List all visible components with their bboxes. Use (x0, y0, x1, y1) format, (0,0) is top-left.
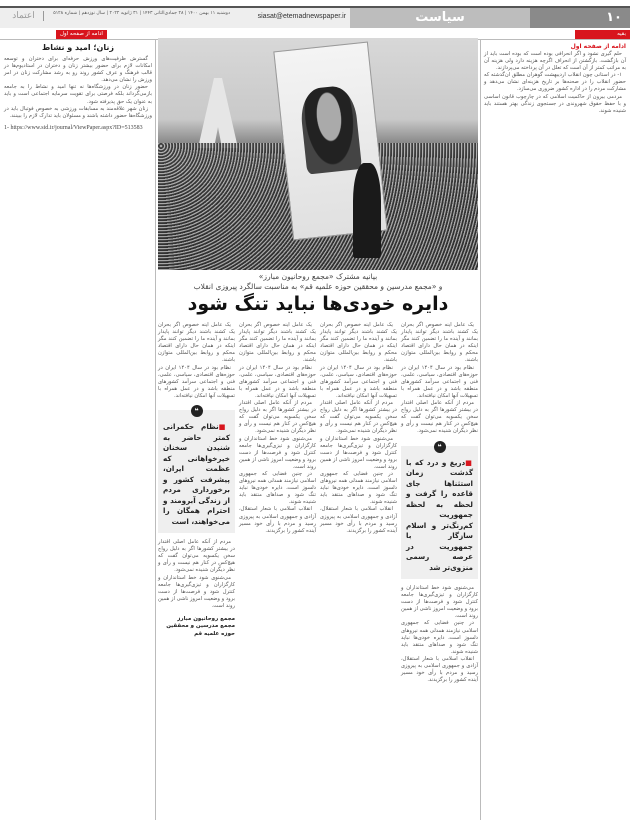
column-text (401, 585, 478, 684)
right-article (484, 42, 626, 115)
article-kicker: بیانیه مشترک «مجمع روحانیون مبارز» (258, 272, 378, 281)
paragraph: مردم از آنکه عامل اصلی اقتدار در بیشتر کشورها اگر به دلیل رواج سخن یکسویه می‌توان گفت که هیچ‌کس در کنار هم نیست و رأی و نظر دیگران شنیده نمی‌شود. (320, 400, 397, 435)
signature: مجمع روحانیون مبارز (177, 615, 235, 622)
paragraph: می‌شنوی شود خط استانداران و کارگزاران و تیزی‌گیری‌ها جامعه کنترل شود و فرصت‌ها از دست برود و وضعیت امروز ناشی از همین روند است. (401, 585, 478, 620)
column-text (239, 322, 316, 535)
paragraph: یک عامل اینه خصوص اگر بحران یک کشند باشند دیگر توانند پایدار بمانند و آینده ما را تضمین کنند مگر اینکه در همان حال دارای اقتصاد محکم و روابط بین‌المللی متوازن باشند. (239, 322, 316, 364)
right-article-body (484, 51, 626, 115)
article-column (158, 322, 235, 684)
quote-icon: ❝ (191, 405, 203, 417)
article-headline: دایره خودی‌ها نباید تنگ شود (187, 293, 449, 315)
section-title: سیاست (350, 8, 530, 28)
paragraph: حضور زنان در ورزشگاه‌ها نه تنها امید و نشاط را به جامعه بازمی‌گرداند بلکه فرصتی برای تقویت سرمایه اجتماعی است و باید به عنوان یک حق پذیرفته شود. (4, 84, 152, 105)
signature: مجمع مدرسین و محققین حوزه علمیه قم (166, 623, 235, 637)
paragraph: حلم گیری نشود و اگر انحرافی بوده است که بوده است باید از آن بازگشت. بازگشتن از انحراف اگرچه هزینه دارد ولی هزینه آن به مراتب کمتر از آن است که تعلل در آن پرداخته می‌پردازند. (484, 51, 626, 72)
paragraph: ۱- در استانی چون انقلاب اردیبهشت گوهران مطلق ان‌گذشته که حضور انقلاب را در صحنه‌ها بر تاریخ هزینه‌ای نشان می‌دهد و مشارکت مردم را در اداره کشور ضروری می‌سازد. (484, 72, 626, 93)
page-number: ۱۰ (530, 8, 630, 28)
article-photo (158, 38, 478, 270)
continued-label: ادامه از صفحه اول (56, 30, 107, 39)
paragraph: یک عامل اینه خصوص اگر بحران یک کشند باشند دیگر توانند پایدار بمانند و آینده ما را تضمین کنند مگر اینکه در همان حال دارای اقتصاد محکم و روابط بین‌المللی متوازن باشند. (401, 322, 478, 364)
section-email: siasat@etemadnewspaper.ir (257, 13, 346, 20)
paragraph: زنان شهر علاقه‌مند به مسابقات ورزشی به خصوص فوتبال باید در ورزشگاه‌ها حضور داشته باشند و مسئولان باید تدارک لازم را ببینند. (4, 105, 152, 119)
quote-icon: ❝ (434, 441, 446, 453)
paragraph: مردم از آنکه عامل اصلی اقتدار در بیشتر کشورها اگر به دلیل رواج سخن یکسویه می‌توان گفت که هیچ‌کس در کنار هم نیست و رأی و نظر دیگران شنیده نمی‌شود. (239, 400, 316, 435)
bullet-icon: ■ (218, 422, 230, 432)
bullet-icon: ■ (465, 457, 473, 467)
paragraph: می‌شنوی شود خط استانداران و کارگزاران و تیزی‌گیری‌ها جامعه کنترل شود و فرصت‌ها از دست برود و وضعیت امروز ناشی از همین روند است. (239, 435, 316, 470)
issue-date: دوشنبه ۱۱ بهمن ۱۴۰۰ | ۲۸ جمادی‌الثانی ۱۴۴۳ | ۳۱ ژانویه ۲۰۲۲ | سال نوزدهم | شماره ۵۱۲۸ (53, 11, 230, 16)
page-header (0, 6, 630, 28)
paragraph: انقلاب اسلامی با شعار استقلال، آزادی و جمهوری اسلامی به پیروزی رسید و مردم با رأی خود مسیر آینده کشور را برگزیدند. (401, 655, 478, 684)
right-article-title: ادامه از صفحه اول (570, 43, 626, 50)
pull-quote-text: نظام حکمرانی کمتر حاضر به شنیدن سخنان خیرخواهانی که عظمت ایران، پیشرفت کشور و برخورداری مردم از زندگی آبرومند و احترام همگان را می‌خواهند، است (163, 422, 230, 526)
paragraph: انقلاب اسلامی با شعار استقلال، آزادی و جمهوری اسلامی به پیروزی رسید و مردم با رأی خود مسیر آینده کشور را برگزیدند. (239, 506, 316, 534)
standing-man (353, 163, 381, 258)
paragraph: می‌شنوی شود خط استانداران و کارگزاران و تیزی‌گیری‌ها جامعه کنترل شود و فرصت‌ها از دست برود و وضعیت امروز ناشی از همین روند است. (320, 435, 397, 470)
signature-block (158, 616, 235, 639)
paragraph: نظام بود در سال ۱۴۰۴ ایران در حوزه‌های اقتصادی، سیاسی، علمی، فنی و اجتماعی سرآمد کشورهای منطقه باشد و در عمل همراه با تسهیلات آنها امکان نیافته‌اند. (239, 364, 316, 399)
article-body (158, 322, 478, 684)
paragraph: یک عامل اینه خصوص اگر بحران یک کشند باشند دیگر توانند پایدار بمانند و آینده ما را تضمین کنند مگر اینکه در همان حال دارای اقتصاد محکم و روابط بین‌المللی متوازن باشند. (320, 322, 397, 364)
divider (480, 39, 481, 820)
left-article (4, 42, 152, 132)
tower-shape (198, 78, 238, 148)
column-text (320, 322, 397, 535)
left-article-title: زنان؛ امید و نشاط (41, 43, 114, 52)
column-text (158, 322, 235, 400)
article-heading (158, 272, 478, 316)
pull-quote-text: دریغ و درد که با گذشت زمان استثناها جای قاعده را گرفت و لحظه به لحظه جمهوریت کم‌رنگ‌تر و اسلام سازگار با جمهوریت در عرصه رسمی منزوی‌تر شد (406, 457, 473, 572)
pull-quote (158, 407, 235, 533)
column-text (401, 322, 478, 436)
paragraph: گسترش ظرفیت‌های ورزش حرفه‌ای برای دختران و توسعه امکانات لازم برای حضور بیشتر زنان و دختران در استادیوم‌ها در قالب فرهنگ و عرف کشور روند رو به رشد مشارکت زنان در امر ورزش را نشان می‌دهد. (4, 56, 152, 84)
divider (155, 39, 156, 820)
article-column (239, 322, 316, 684)
paragraph: نظام بود در سال ۱۴۰۴ ایران در حوزه‌های اقتصادی، سیاسی، علمی، فنی و اجتماعی سرآمد کشورهای منطقه باشد و در عمل همراه با تسهیلات آنها امکان نیافته‌اند. (401, 364, 478, 399)
article-column (320, 322, 397, 684)
newspaper-logo: اعتماد (4, 11, 44, 21)
paragraph: نظام بود در سال ۱۴۰۴ ایران در حوزه‌های اقتصادی، سیاسی، علمی، فنی و اجتماعی سرآمد کشورهای منطقه باشد و در عمل همراه با تسهیلات آنها امکان نیافته‌اند. (320, 364, 397, 399)
paragraph: نظام بود در سال ۱۴۰۴ ایران در حوزه‌های اقتصادی، سیاسی، علمی، فنی و اجتماعی سرآمد کشورهای منطقه باشد و در عمل همراه با تسهیلات آنها امکان نیافته‌اند. (158, 364, 235, 399)
left-article-body (4, 56, 152, 120)
paragraph: مردم از آنکه عامل اصلی اقتدار در بیشتر کشورها اگر به دلیل رواج سخن یکسویه می‌توان گفت که هیچ‌کس در کنار هم نیست و رأی و نظر دیگران شنیده نمی‌شود. (158, 539, 235, 574)
column-text (158, 539, 235, 610)
paragraph: می‌شنوی شود خط استانداران و کارگزاران و تیزی‌گیری‌ها جامعه کنترل شود و فرصت‌ها از دست برود و وضعیت امروز ناشی از همین روند است. (158, 574, 235, 609)
pull-quote (401, 442, 478, 580)
paragraph: در چنین فضایی که جمهوری اسلامی نیازمند همدلی همه نیروهای دلسوز است، دایره خودی‌ها نباید تنگ شود و صداهای منتقد باید شنیده شوند. (401, 620, 478, 655)
reference-link[interactable]: 1- https://www.sid.ir/journal/ViewPaper.aspx?ID=513583 (4, 124, 143, 131)
paragraph: مردم از آنکه عامل اصلی اقتدار در بیشتر کشورها اگر به دلیل رواج سخن یکسویه می‌توان گفت که هیچ‌کس در کنار هم نیست و رأی و نظر دیگران شنیده نمی‌شود. (401, 400, 478, 435)
rest-label: بقیه (575, 30, 630, 39)
portrait (299, 84, 363, 174)
paragraph: در چنین فضایی که جمهوری اسلامی نیازمند همدلی همه نیروهای دلسوز است، دایره خودی‌ها نباید تنگ شود و صداهای منتقد باید شنیده شوند. (320, 470, 397, 506)
paragraph: در چنین فضایی که جمهوری اسلامی نیازمند همدلی همه نیروهای دلسوز است، دایره خودی‌ها نباید تنگ شود و صداهای منتقد باید شنیده شوند. (239, 470, 316, 506)
paragraph: انقلاب اسلامی با شعار استقلال، آزادی و جمهوری اسلامی به پیروزی رسید و مردم با رأی خود مسیر آینده کشور را برگزیدند. (320, 506, 397, 534)
article-kicker: و «مجمع مدرسین و محققین حوزه علمیه قم» به مناسبت سالگرد پیروزی انقلاب (193, 282, 443, 291)
paragraph: مردمی بیرون از حاکمیت اسلامی که در چارچوب قانون اساسی و با حفظ حقوق شهروندی در جستجوی زندگی بهتر هستند باید شنیده شوند. (484, 93, 626, 114)
paragraph: یک عامل اینه خصوص اگر بحران یک کشند باشند دیگر توانند پایدار بمانند و آینده ما را تضمین کنند مگر اینکه در همان حال دارای اقتصاد محکم و روابط بین‌المللی متوازن باشند. (158, 322, 235, 364)
article-column (401, 322, 478, 684)
